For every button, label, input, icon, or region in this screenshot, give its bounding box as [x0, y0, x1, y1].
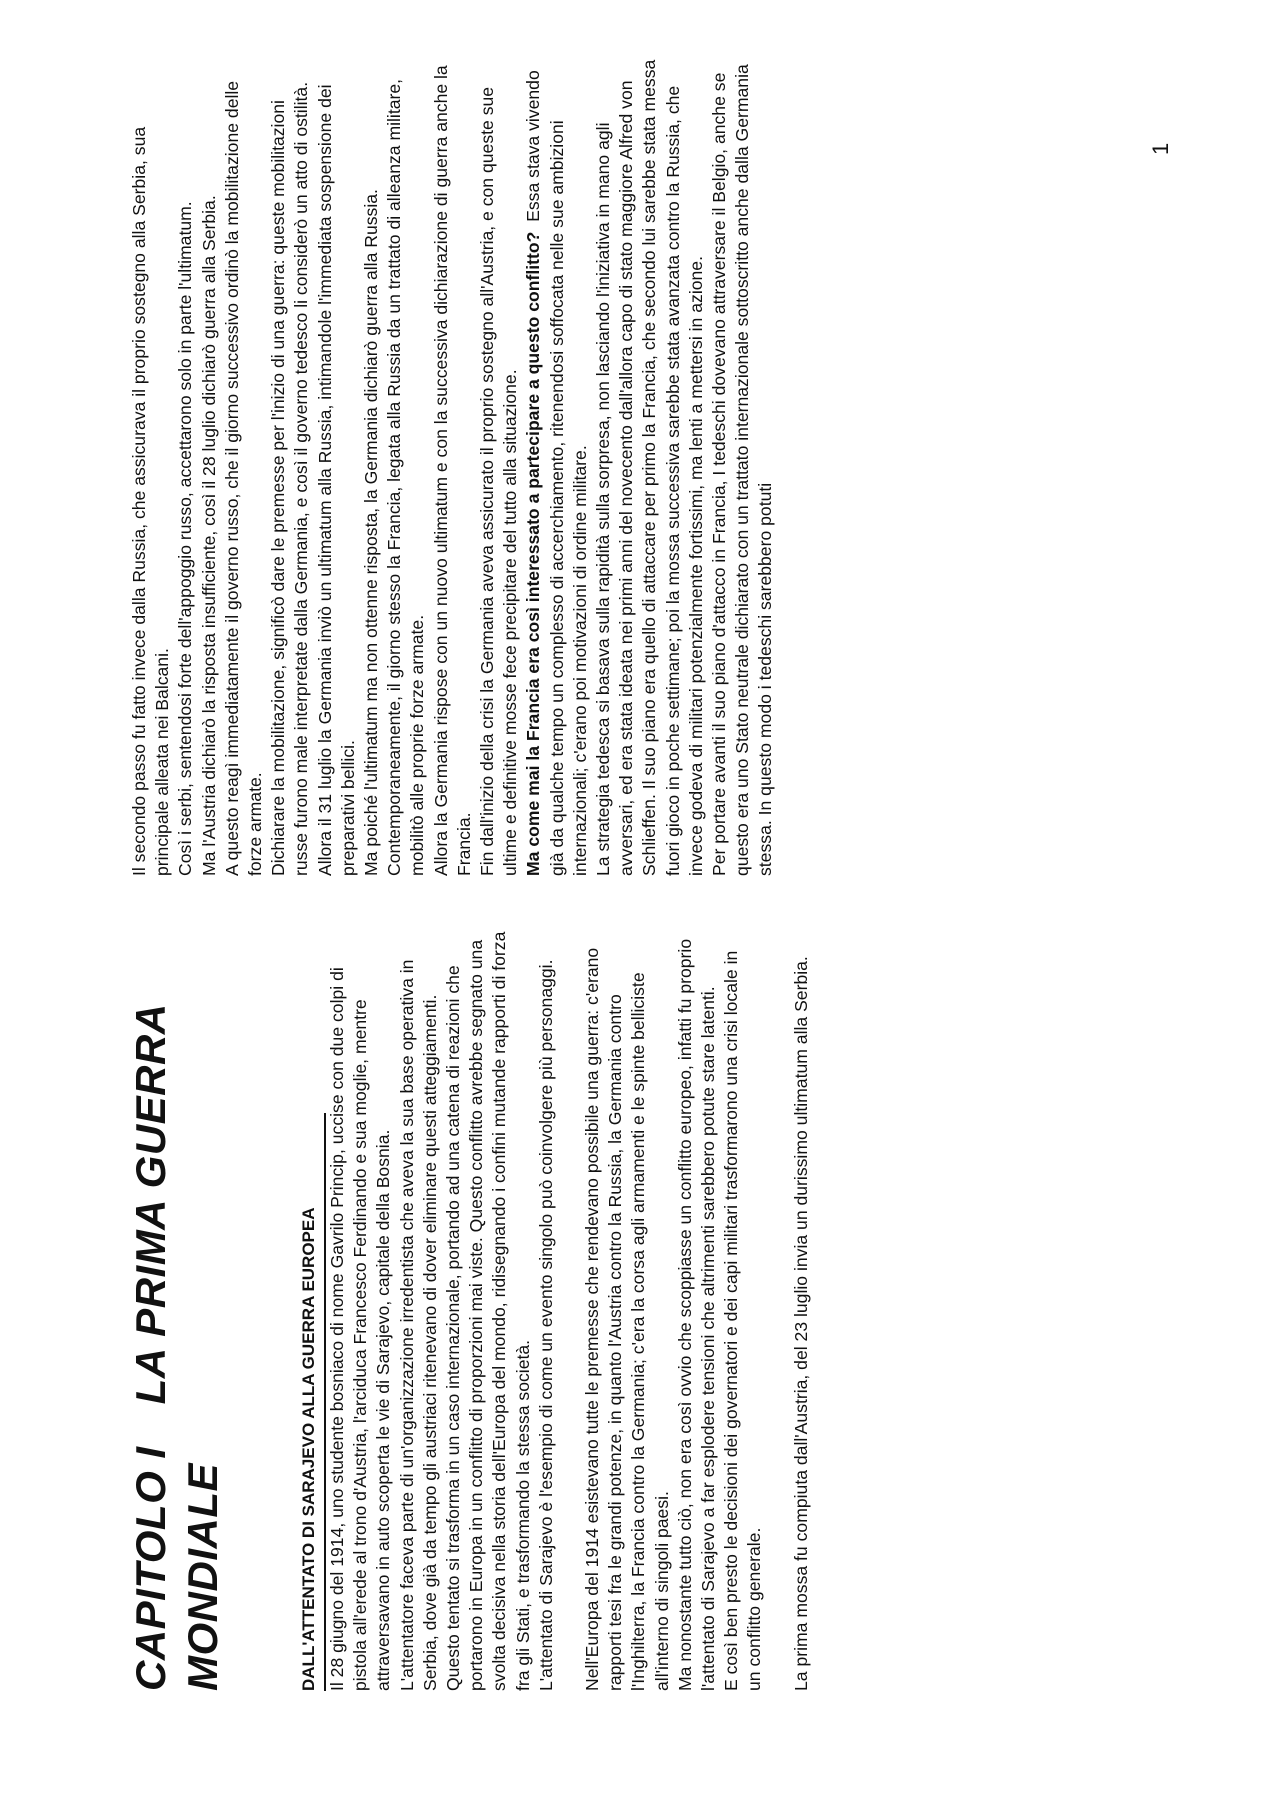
chapter-title-line1: LA PRIMA GUERRA	[127, 1003, 174, 1405]
right-paragraph-2: Così i serbi, sentendosi forte dell'appoggio russo, accettarono solo in parte l'ultimatum.	[175, 201, 196, 876]
left-paragraph-5: Nell'Europa del 1914 esistevano tutte le premesse che rendevano possibile una guerra: c'erano rapporti tesi fra le grandi potenze, in quanto l'Austria contro la Russia, la Germania contro l'Inghilterra, la Francia contro la Germania; c'era la corsa agli armamenti e le spinte belliciste all'interno di singoli paesi.	[582, 947, 672, 1691]
chapter-title-line2: MONDIALE	[179, 1463, 226, 1691]
right-paragraph-6: Allora il 31 luglio la Germania inviò un ultimatum alla Russia, intimandole l'immediata sospensione dei preparativi bellici.	[314, 84, 358, 876]
left-paragraph-2: L'attentatore faceva parte di un'organizzazione irredentista che aveva la sua base operativa in Serbia, dove già da tempo gli austriaci ritenevano di dover eliminare questi atteggiamenti.	[396, 959, 440, 1691]
left-paragraph-7: E così ben presto le decisioni dei governatori e dei capi militari trasformarono una crisi locale in un conflitto generale.	[721, 950, 765, 1691]
chapter-label: CAPITOLO I	[127, 1446, 174, 1691]
right-paragraph-5: Dichiarare la mobilitazione, significò dare le premesse per l'inizio di una guerra: queste mobilitazioni russe furono male interpretate dalla Germania, e così il governo tedesco li considerò un atto di ostilità.	[268, 81, 312, 876]
right-paragraph-7: Ma poiché l'ultimatum ma non ottenne risposta, la Germania dichiarò guerra alla Russia.	[361, 189, 382, 876]
inline-question-heading: Ma come mai la Francia era così interessato a partecipare a questo conflitto?	[523, 231, 544, 876]
left-paragraph-4: L'attentato di Sarajevo è l'esempio di come un evento singolo può coinvolgere più personaggi.	[535, 959, 556, 1691]
left-paragraph-8: La prima mossa fu compiuta dall'Austria, del 23 luglio invia un durissimo ultimatum alla Serbia.	[790, 956, 811, 1691]
right-column	[128, 56, 1128, 876]
right-paragraph-13: Per portare avanti il suo piano d'attacco in Francia, I tedeschi dovevano attraversare il Belgio, anche se questo era uno Stato neutrale dichiarato con un trattato internazionale sottoscritto anche dalla Germania stessa. In questo modo i tedeschi sarebbero potuti	[709, 64, 776, 876]
right-paragraph-8: Contemporaneamente, il giorno stesso la Francia, legata alla Russia da un trattato di alleanza militare, mobilitò alle proprie forze armate.	[384, 78, 428, 876]
right-paragraph-11-text: Essa stava vivendo già da qualche tempo un complesso di accerchiamento, ritenendosi soffocata nelle sue ambizioni internazionali; c'erano poi motivazioni di ordine militare.	[523, 70, 590, 876]
page-number: 1	[1148, 142, 1173, 155]
right-paragraph-3: Ma l'Austria dichiarò la risposta insufficiente, così il 28 luglio dichiarò guerra alla Serbia.	[198, 195, 219, 876]
right-paragraph-11	[522, 56, 592, 876]
chapter-title	[125, 931, 229, 1691]
right-paragraph-4: A questo reagì immediatamente il governo russo, che il giorno successivo ordinò la mobilitazione delle forze armate.	[221, 80, 266, 876]
right-paragraph-9: Allora la Germania rispose con un nuovo ultimatum e con la successiva dichiarazione di guerra anche la Francia.	[430, 65, 474, 876]
left-column	[125, 931, 1145, 1691]
paragraph-gap	[558, 931, 581, 1691]
left-paragraph-1: Il 28 giugno del 1914, uno studente bosniaco di nome Gavrilo Princip, uccise con due colpi di pistola all'erede al trono d'Austria, l'arciduca Francesco Ferdinando e sua moglie, mentre attraversavano in auto scoperta le vie di Sarajevo, capitale della Bosnia.	[327, 967, 394, 1691]
left-paragraph-3: Questo tentato si trasforma in un caso internazionale, portando ad una catena di reazioni che portarono in Europa in un conflitto di proporzioni mai viste. Questo conflitto avrebbe segnato una svolta decisiva nella storia dell'Europa del mondo, ridisegnando i confini mutande rapporti di forza fra gli Stati, e trasformando la stessa società.	[443, 931, 533, 1691]
left-paragraph-6: Ma nonostante tutto ciò, non era così ovvio che scoppiasse un conflitto europeo, infatti fu proprio l'attentato di Sarajevo a far esplodere tensioni che altrimenti sarebbero potute stare latenti.	[674, 938, 719, 1691]
right-paragraph-10: Fin dall'inizio della crisi la Germania aveva assicurato il proprio sostegno all'Austria, e con queste sue ultime e definitive mosse fece precipitare del tutto alla situazione.	[477, 86, 521, 876]
right-paragraph-12: La strategia tedesca si basava sulla rapidità sulla sorpresa, non lasciando l'iniziativa in mano agli avversari, ed era stata ideata nei primi anni del novecento dall'allora capo di stato maggiore Alfred von Schlieffen. Il suo piano era quello di attaccare per primo la Francia, che secondo lui sarebbe stata messa fuori gioco in poche settimane; poi la mossa successiva sarebbe stata avanzata contro la Russia, che invece godeva di militari potenzialmente fortissimi, ma lenti a mettersi in azione.	[593, 59, 706, 876]
right-paragraph-1: Il secondo passo fu fatto invece dalla Russia, che assicurava il proprio sostegno alla Serbia, sua principale alleata nei Balcani.	[129, 126, 173, 876]
paragraph-gap	[767, 931, 790, 1691]
section-heading: DALL'ATTENTATO DI SARAJEVO ALLA GUERRA EUROPEA	[297, 1113, 326, 1691]
